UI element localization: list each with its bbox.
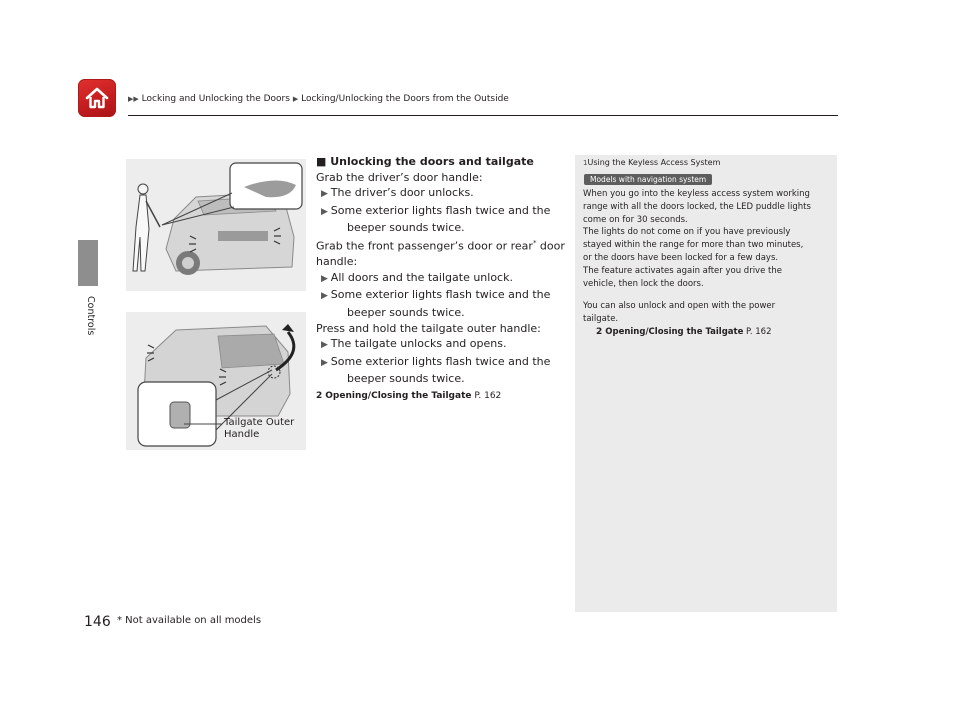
breadcrumb-item-1[interactable]: Locking and Unlocking the Doors [141,94,290,104]
result-item: ▶ Some exterior lights flash twice and the [321,354,551,368]
sidebar-line: vehicle, then lock the doors. [583,278,704,289]
breadcrumb-arrow-icon: ▶ [292,95,299,103]
sidebar-line: tailgate. [583,314,619,325]
sidebar-line: stayed within the range for more than two minutes, [583,240,804,251]
sidebar-line: range with all the doors locked, the LED puddle lights [583,201,811,212]
main-content [316,154,566,405]
sidebar-line: The feature activates again after you drive the [583,265,782,276]
reference-icon: 2 [316,390,323,401]
breadcrumb-item-2[interactable]: Locking/Unlocking the Doors from the Outside [301,94,509,104]
step-passenger-handle: Grab the front passenger’s door or rear* door [316,238,565,253]
sidebar-line: You can also unlock and open with the power [583,301,776,312]
result-item: ▶ The tailgate unlocks and opens. [321,337,507,351]
footnote: * Not available on all models [117,615,262,626]
section-tab-marker [78,240,98,286]
result-item-continued: beeper sounds twice. [347,306,465,319]
result-item: ▶ The driver’s door unlocks. [321,186,474,200]
home-icon [84,85,110,111]
section-tab-label: Controls [85,296,96,336]
figure-tailgate-outer-handle [126,312,306,450]
sidebar-title: 1Using the Keyless Access System [583,158,721,167]
sidebar-cross-reference-link[interactable]: 2 Opening/Closing the Tailgate P. 162 [596,326,772,337]
step-driver-handle: Grab the driver’s door handle: [316,170,483,184]
result-item: ▶ Some exterior lights flash twice and the [321,288,551,302]
figure-driver-door-handle [126,159,306,291]
result-item: ▶ Some exterior lights flash twice and the [321,203,551,217]
sidebar-line: When you go into the keyless access system working [583,189,810,199]
section-heading: ■ Unlocking the doors and tailgate [316,155,534,168]
step-passenger-handle-cont: handle: [316,255,358,269]
reference-icon: 2 [596,326,603,337]
home-button[interactable] [78,79,116,117]
result-item-continued: beeper sounds twice. [347,372,465,386]
breadcrumb-arrow-icon: ▶▶ [128,95,139,103]
model-badge: Models with navigation system [584,174,712,185]
sidebar-line: or the doors have been locked for a few days. [583,252,779,263]
notes-sidebar [575,155,837,612]
result-item-continued: beeper sounds twice. [347,221,465,235]
note-icon: 1 [583,159,588,167]
header-divider [128,115,838,116]
result-item: ▶ All doors and the tailgate unlock. [321,270,513,284]
breadcrumb [128,94,509,104]
sidebar-line: come on for 30 seconds. [583,214,688,225]
page-number: 146 [84,614,111,630]
cross-reference-link[interactable]: 2 Opening/Closing the Tailgate P. 162 [316,389,566,405]
sidebar-line: The lights do not come on if you have previously [583,227,791,238]
step-tailgate-handle: Press and hold the tailgate outer handle: [316,321,541,335]
sidebar-body [583,188,831,339]
tailgate-handle-callout: Tailgate Outer Handle [224,417,295,440]
